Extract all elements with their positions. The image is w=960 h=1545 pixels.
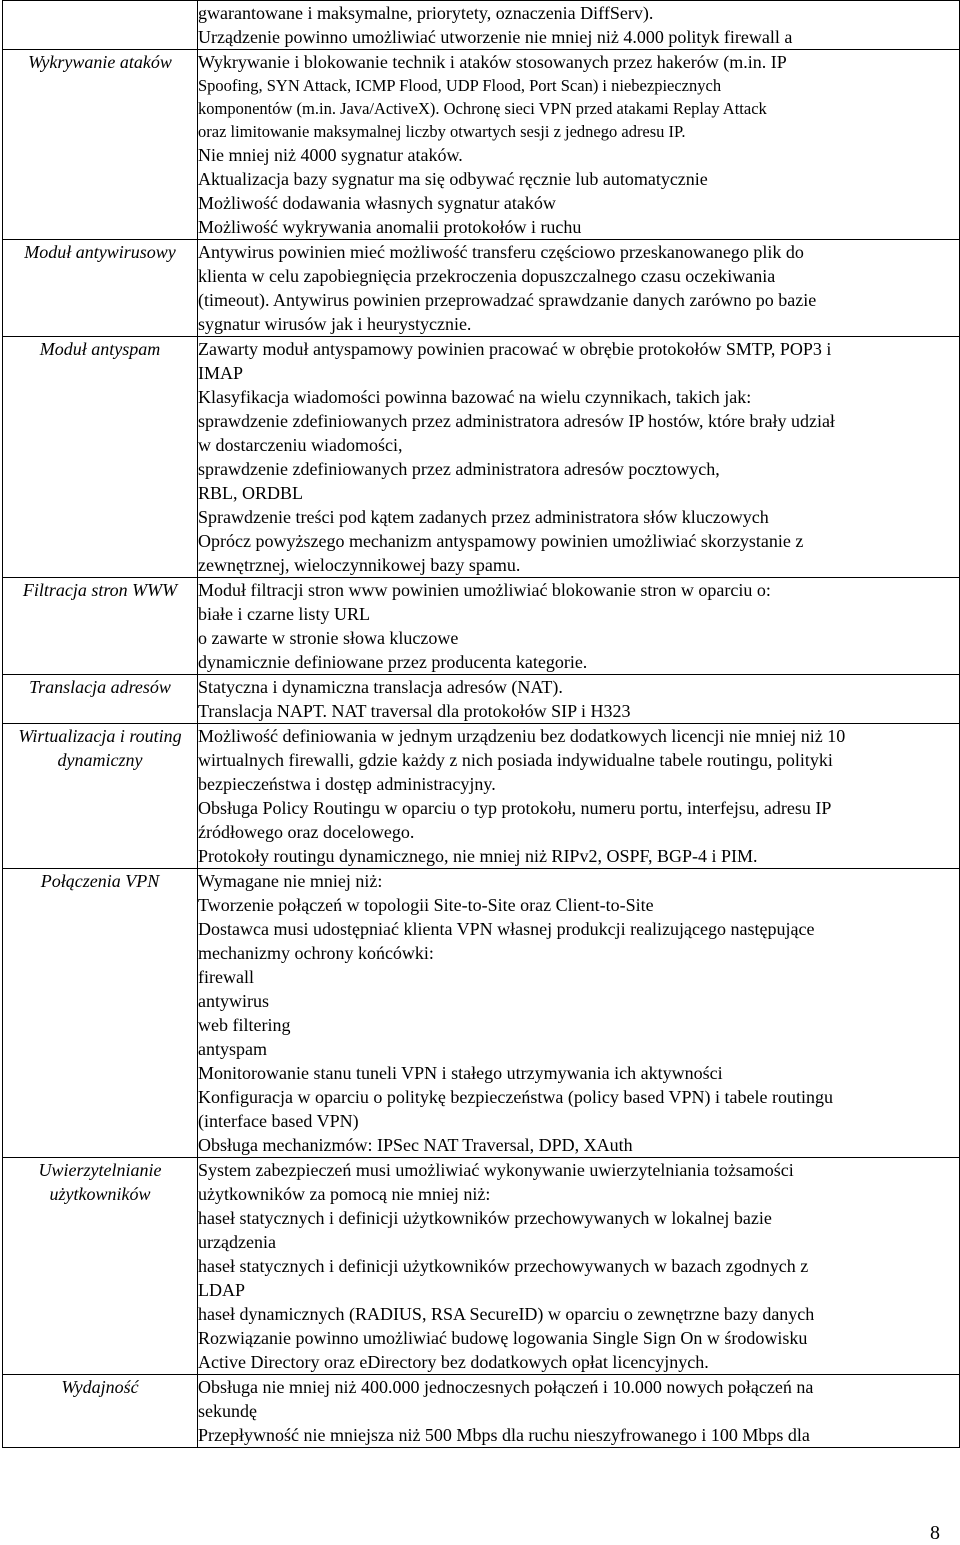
row-label: Uwierzytelnianie użytkowników [3,1158,198,1375]
text-line: Oprócz powyższego mechanizm antyspamowy powinien umożliwiać skorzystanie z [198,531,804,551]
text-line: Aktualizacja bazy sygnatur ma się odbywać ręcznie lub automatycznie [198,169,708,189]
row-content [198,240,960,337]
text-line: sekundę [198,1401,257,1421]
text-line: komponentów (m.in. Java/ActiveX). Ochronę sieci VPN przed atakami Replay Attack [198,99,767,118]
row-label: Wykrywanie ataków [3,50,198,240]
text-line: o zawarte w stronie słowa kluczowe [198,628,459,648]
row-label: Wydajność [3,1375,198,1448]
text-line: białe i czarne listy URL [198,604,370,624]
text-line: Obsługa Policy Routingu w oparciu o typ protokołu, numeru portu, interfejsu, adresu IP [198,798,832,818]
row-label: Wirtualizacja i routing dynamiczny [3,724,198,869]
table-row [3,1,960,50]
table-row [3,1375,960,1448]
text-line: antyspam [198,1039,267,1059]
text-line: (timeout). Antywirus powinien przeprowadzać sprawdzanie danych zarówno po bazie [198,290,817,310]
text-line: Nie mniej niż 4000 sygnatur ataków. [198,145,463,165]
text-line: Możliwość dodawania własnych sygnatur ataków [198,193,556,213]
text-line: Antywirus powinien mieć możliwość transferu częściowo przeskanowanego plik do [198,242,804,262]
text-line: web filtering [198,1015,291,1035]
text-line: Klasyfikacja wiadomości powinna bazować na wielu czynnikach, takich jak: [198,387,752,407]
text-line: haseł statycznych i definicji użytkowników przechowywanych w lokalnej bazie [198,1208,772,1228]
text-line: haseł statycznych i definicji użytkowników przechowywanych w bazach zgodnych z [198,1256,809,1276]
text-line: antywirus [198,991,269,1011]
text-line: sprawdzenie zdefiniowanych przez administratora adresów IP hostów, które brały udział [198,411,835,431]
text-line: System zabezpieczeń musi umożliwiać wykonywanie uwierzytelniania tożsamości [198,1160,794,1180]
page-number: 8 [930,1522,940,1544]
table-row [3,578,960,675]
table-row [3,724,960,869]
text-line: Moduł filtracji stron www powinien umożliwiać blokowanie stron w oparciu o: [198,580,771,600]
text-line: urządzenia [198,1232,276,1252]
text-line: Rozwiązanie powinno umożliwiać budowę logowania Single Sign On w środowisku [198,1328,808,1348]
row-label: Moduł antyspam [3,337,198,578]
text-line: Statyczna i dynamiczna translacja adresów (NAT). [198,677,563,697]
text-line: LDAP [198,1280,246,1300]
text-line: firewall [198,967,254,987]
table-row [3,869,960,1158]
text-line: dynamicznie definiowane przez producenta kategorie. [198,652,588,672]
text-line: RBL, ORDBL [198,483,304,503]
text-line: zewnętrznej, wieloczynnikowej bazy spamu. [198,555,521,575]
row-content [198,337,960,578]
text-line: Sprawdzenie treści pod kątem zadanych przez administratora słów kluczowych [198,507,769,527]
row-content [198,869,960,1158]
text-line: Spoofing, SYN Attack, ICMP Flood, UDP Flood, Port Scan) i niebezpiecznych [198,76,722,95]
spec-table [2,0,960,1448]
text-line: Zawarty moduł antyspamowy powinien pracować w obrębie protokołów SMTP, POP3 i [198,339,832,359]
text-line: bezpieczeństwa i dostęp administracyjny. [198,774,496,794]
text-line: Obsługa nie mniej niż 400.000 jednoczesnych połączeń i 10.000 nowych połączeń na [198,1377,814,1397]
row-label: Filtracja stron WWW [3,578,198,675]
text-line: Przepływność nie mniejsza niż 500 Mbps dla ruchu nieszyfrowanego i 100 Mbps dla [198,1425,810,1445]
table-row [3,1158,960,1375]
row-label: Połączenia VPN [3,869,198,1158]
text-line: Translacja NAPT. NAT traversal dla protokołów SIP i H323 [198,701,631,721]
table-row [3,337,960,578]
text-line: Konfiguracja w oparciu o politykę bezpieczeństwa (policy based VPN) i tabele routingu [198,1087,833,1107]
text-line: klienta w celu zapobiegnięcia przekroczenia dopuszczalnego czasu oczekiwania [198,266,776,286]
row-label: Translacja adresów [3,675,198,724]
text-line: Wykrywanie i blokowanie technik i ataków stosowanych przez hakerów (m.in. IP [198,52,787,72]
text-line: Dostawca musi udostępniać klienta VPN własnej produkcji realizującego następujące [198,919,815,939]
text-line: sprawdzenie zdefiniowanych przez administratora adresów pocztowych, [198,459,720,479]
row-content [198,724,960,869]
text-line: użytkowników za pomocą nie mniej niż: [198,1184,491,1204]
table-row [3,675,960,724]
text-line: w dostarczeniu wiadomości, [198,435,403,455]
row-label: Moduł antywirusowy [3,240,198,337]
text-line: źródłowego oraz docelowego. [198,822,415,842]
row-content [198,50,960,240]
text-line: gwarantowane i maksymalne, priorytety, oznaczenia DiffServ). [198,3,654,23]
row-content [198,1375,960,1448]
text-line: Możliwość wykrywania anomalii protokołów i ruchu [198,217,582,237]
text-line: Urządzenie powinno umożliwiać utworzenie nie mniej niż 4.000 polityk firewall a [198,27,793,47]
text-line: Protokoły routingu dynamicznego, nie mniej niż RIPv2, OSPF, BGP-4 i PIM. [198,846,758,866]
row-label [3,1,198,50]
text-line: Możliwość definiowania w jednym urządzeniu bez dodatkowych licencji nie mniej niż 10 [198,726,846,746]
row-content [198,578,960,675]
text-line: haseł dynamicznych (RADIUS, RSA SecureID) w oparciu o zewnętrzne bazy danych [198,1304,815,1324]
text-line: Active Directory oraz eDirectory bez dodatkowych opłat licencyjnych. [198,1352,709,1372]
table-row [3,50,960,240]
text-line: sygnatur wirusów jak i heurystycznie. [198,314,472,334]
text-line: mechanizmy ochrony końcówki: [198,943,434,963]
text-line: wirtualnych firewalli, gdzie każdy z nich posiada indywidualne tabele routingu, polityki [198,750,833,770]
text-line: Wymagane nie mniej niż: [198,871,383,891]
text-line: IMAP [198,363,244,383]
row-content [198,1158,960,1375]
text-line: (interface based VPN) [198,1111,359,1131]
text-line: Obsługa mechanizmów: IPSec NAT Traversal, DPD, XAuth [198,1135,633,1155]
text-line: Monitorowanie stanu tuneli VPN i stałego utrzymywania ich aktywności [198,1063,723,1083]
text-line: Tworzenie połączeń w topologii Site-to-Site oraz Client-to-Site [198,895,654,915]
text-line: oraz limitowanie maksymalnej liczby otwartych sesji z jednego adresu IP. [198,122,686,141]
row-content [198,675,960,724]
row-content [198,1,960,50]
table-row [3,240,960,337]
